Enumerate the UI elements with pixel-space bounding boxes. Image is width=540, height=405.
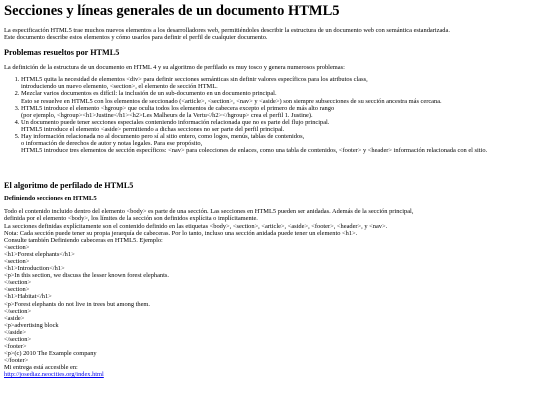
code-line: <h1>Forest elephants</h1>	[4, 250, 75, 258]
intro-line: Este documento describe estos elementos y cómo usarlos para definir el perfil de cualquier documento.	[4, 34, 268, 42]
list-item-line: 4. Un documento puede tener secciones especiales conteniendo información relacionada que no es parte del flujo principal.	[21, 118, 330, 126]
code-line: </section>	[4, 279, 32, 287]
list-item-line: 2. Mezclar varios documentos es difícil: la inclusión de un sub-documento en un documento principal.	[21, 90, 277, 98]
paragraph-line: Nota: Cada sección puede tener su propia jerarquía de cabeceras. Por lo tanto, incluso una sección anidada puede tener un elemento <h1>.	[4, 229, 358, 237]
algorithm-heading: El algoritmo de perfilado de HTML5	[4, 181, 134, 191]
code-example	[4, 244, 536, 365]
problems-heading: Problemas resueltos por HTML5	[4, 48, 120, 58]
page-title: Secciones y líneas generales de un documento HTML5	[4, 3, 340, 19]
intro-paragraph	[4, 27, 536, 41]
list-item-line: 3. HTML5 introduce el elemento <hgroup> que oculta todos los elementos de cabecera excepto el primero de más alto rango	[21, 104, 335, 112]
code-line: <section>	[4, 257, 30, 265]
code-line: <footer>	[4, 343, 27, 351]
code-line: <section>	[4, 286, 30, 294]
code-line: </section>	[4, 336, 32, 343]
code-line: <p>(c) 2010 The Example company	[4, 350, 97, 358]
list-item	[21, 90, 536, 104]
list-item	[21, 133, 536, 154]
list-item	[21, 105, 536, 119]
delivery-link[interactable]: http://josediaz.neocities.org/index.html	[4, 371, 104, 379]
list-item-line: Esto se resuelve en HTML5 con los elementos de seccionado (<article>, <section>, <nav> y <aside>) son siempre subsecciones de su sección ancestra más cercana.	[21, 97, 442, 105]
code-line: <aside>	[4, 314, 25, 322]
list-item-line: o información de derechos de autor y notas legales. Para ese propósito,	[21, 140, 203, 148]
sections-paragraph	[4, 208, 536, 243]
delivery-text: Mi entrega está accesible en:	[4, 364, 78, 372]
list-item-line: HTML5 introduce el elemento <aside> permitiendo a dichas secciones no ser parte del perfil principal.	[21, 125, 285, 133]
code-line: <h1>Introduction</h1>	[4, 265, 65, 273]
list-item-line: 1. HTML5 quita la necesidad de elementos <div> para definir secciones semánticas sin definir valores específicos para los atributos class,	[21, 76, 368, 84]
sections-subheading: Definiendo secciones en HTML5	[4, 195, 97, 203]
problems-intro: La definición de la estructura de un documento en HTML 4 y su algoritmo de perfilado es muy tosco y genera numerosos problemas:	[4, 64, 345, 72]
code-line: <p>advertising block	[4, 321, 59, 329]
code-line: <p>In this section, we discuss the lesser known forest elephants.	[4, 272, 169, 280]
paragraph-line: Todo el contenido incluido dentro del elemento <body> es parte de una sección. Las secciones en HTML5 pueden ser anidadas. Además de la sección principal,	[4, 208, 414, 216]
code-line: </footer>	[4, 357, 29, 365]
code-line: </section>	[4, 307, 32, 315]
code-line: <p>Forest elephants do not live in trees but among them.	[4, 300, 151, 308]
list-item-line: introduciendo un nuevo elemento, <section>, el elemento de sección HTML.	[21, 83, 218, 91]
code-line: </aside>	[4, 328, 27, 336]
code-line: <section>	[4, 243, 30, 251]
list-item-line: 5. Hay información relacionada no al documento pero sí al sitio entero, como logos, menús, tablas de contenidos,	[21, 133, 305, 141]
intro-line: La especificación HTML5 trae muchos nuevos elementos a los desarrolladores web, permitiéndoles describir la estructura de un documento web con semántica estandarizada.	[4, 27, 450, 34]
problems-list	[4, 76, 536, 154]
code-line: <h1>Habitat</h1>	[4, 293, 52, 301]
list-item-line: (por ejemplo, <hgroup><h1>Justine</h1><h2>Les Malheurs de la Vertu</h2></hgroup> crea el perfil 1. Justine).	[21, 111, 313, 119]
list-item	[21, 119, 536, 133]
paragraph-line: definida por el elemento <body>, los límites de la sección son definidos explícita o implícitamente.	[4, 215, 258, 223]
paragraph-line: Consulte también Definiendo cabeceras en HTML5. Ejemplo:	[4, 236, 163, 244]
list-item	[21, 76, 536, 90]
paragraph-line: La secciones definidas explícitamente son el contenido definido en las etiquetas <body>, <section>, <article>, <aside>, <footer>, <header>, y <nav>.	[4, 222, 388, 230]
list-item-line: HTML5 introduce tres elementos de sección específicos: <nav> para colecciones de enlaces, como una tabla de contenidos, <footer> y <header> información relacionada con el sitio.	[21, 147, 488, 155]
delivery-link-line	[4, 371, 536, 378]
